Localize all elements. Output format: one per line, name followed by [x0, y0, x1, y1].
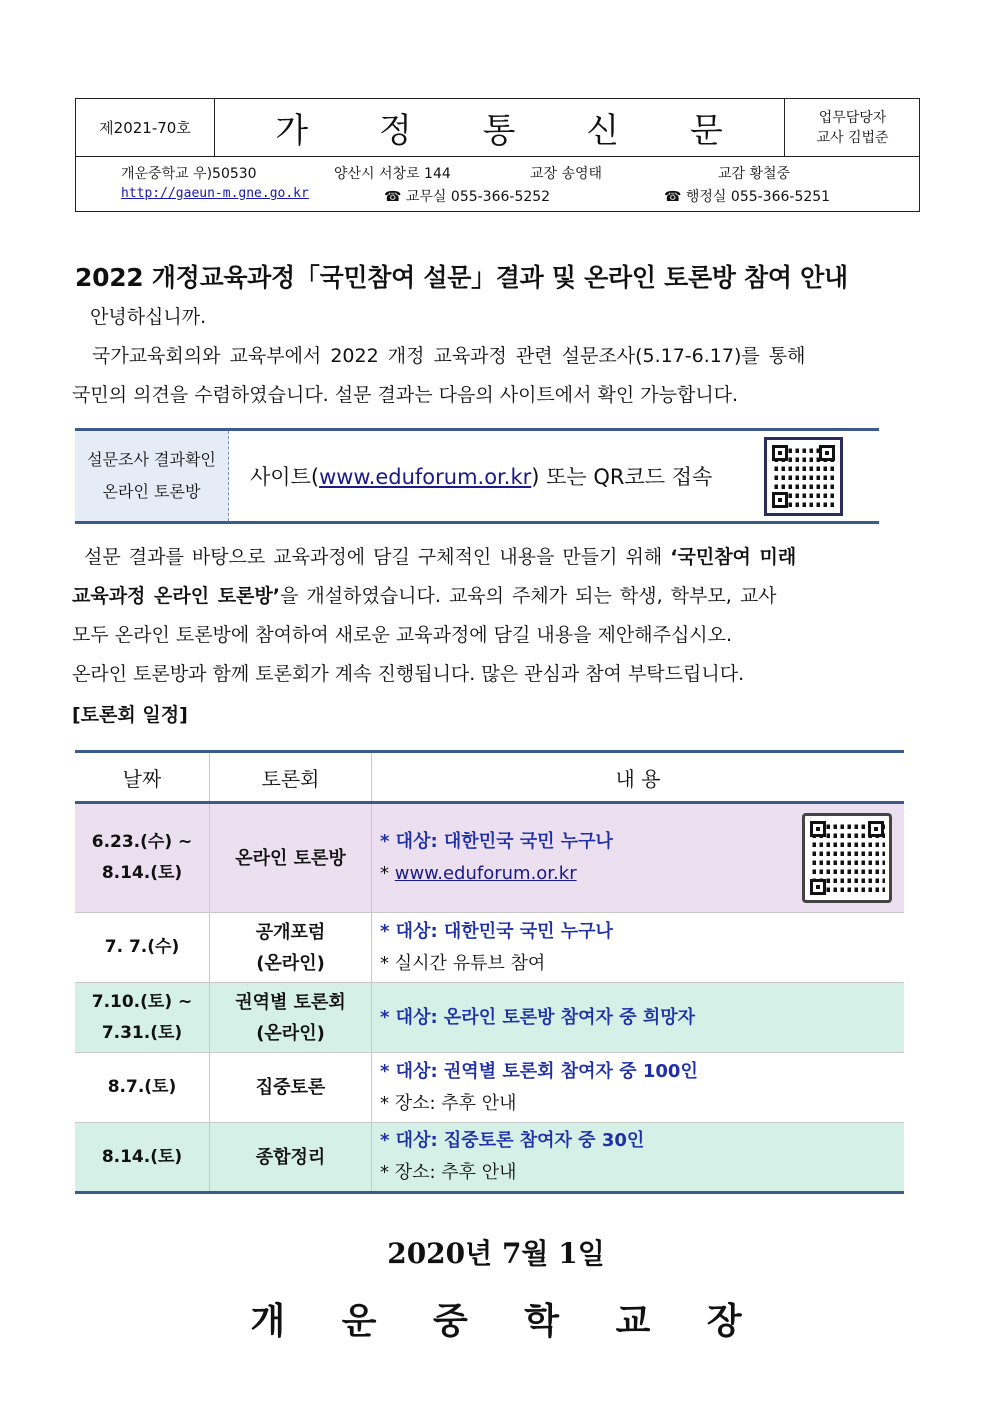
body-line2-bold: 교육과정 온라인 토론방’ — [72, 585, 280, 607]
newsletter-header — [75, 98, 920, 212]
row-content — [372, 1053, 905, 1123]
greeting: 안녕하십니까. — [90, 306, 207, 328]
body-line-3: 모두 온라인 토론방에 참여하여 새로운 교육과정에 담길 내용을 제안해주십시오. — [72, 624, 733, 646]
table-row — [75, 983, 904, 1053]
table-row — [75, 1123, 904, 1193]
row-target: * 대상: 대한민국 국민 누구나 — [380, 831, 613, 852]
table-header-row — [75, 752, 904, 803]
eduforum-table-link[interactable]: www.eduforum.or.kr — [394, 863, 577, 884]
survey-label-line1: 설문조사 결과확인 — [87, 450, 216, 469]
survey-result-box — [75, 428, 879, 524]
row-date: 7. 7.(수) — [75, 913, 210, 983]
row-date: 7.10.(토) ~ 7.31.(토) — [75, 983, 210, 1053]
row-date: 6.23.(수) ~ 8.14.(토) — [75, 803, 210, 913]
survey-text-suffix: ) 또는 QR코드 접속 — [531, 465, 713, 489]
schedule-title: [토론회 일정] — [72, 704, 188, 726]
newsletter-title: 가 정 통 신 문 — [275, 111, 753, 151]
row-forum-name: 권역별 토론회 (온라인) — [210, 983, 372, 1053]
issue-date: 2020년 7월 1일 — [387, 1237, 605, 1270]
row-detail: * 장소: 추후 안내 — [380, 1162, 517, 1183]
intro-line-2: 국민의 의견을 수렴하였습니다. 설문 결과는 다음의 사이트에서 확인 가능합니다. — [72, 384, 739, 406]
issue-number: 제2021-70호 — [76, 99, 215, 156]
eduforum-link[interactable]: www.eduforum.or.kr — [319, 465, 532, 489]
header-forum: 토론회 — [210, 752, 372, 803]
row-detail: * 장소: 추후 안내 — [380, 1092, 517, 1114]
qr-code-icon[interactable] — [802, 813, 892, 903]
body-line1-text: 설문 결과를 바탕으로 교육과정에 담길 구체적인 내용을 만들기 위해 — [84, 546, 671, 568]
office-phone: ☎ 교무실 055-366-5252 — [384, 189, 551, 205]
person-role: 업무담당자 — [818, 109, 887, 126]
body-line2-text: 을 개설하였습니다. 교육의 주체가 되는 학생, 학부모, 교사 — [280, 585, 777, 607]
row-date: 8.14.(토) — [75, 1123, 210, 1193]
row-forum-name: 집중토론 — [210, 1053, 372, 1123]
person-name: 교사 김법준 — [816, 129, 889, 146]
notice-headline: 2022 개정교육과정「국민참여 설문」결과 및 온라인 토론방 참여 안내 — [75, 263, 848, 292]
row-target: * 대상: 권역별 토론회 참여자 중 100인 — [380, 1060, 698, 1082]
header-date: 날짜 — [75, 752, 210, 803]
row-forum-name: 공개포럼 (온라인) — [210, 913, 372, 983]
qr-code-icon[interactable] — [764, 437, 843, 516]
body-line1-bold: ‘국민참여 미래 — [670, 546, 797, 568]
school-address: 양산시 서창로 144 — [334, 166, 451, 182]
row-detail: * 실시간 유튜브 참여 — [380, 952, 546, 974]
body-line-2 — [72, 577, 922, 616]
survey-access-text — [250, 461, 712, 491]
vice-principal: 교감 황철중 — [718, 166, 791, 182]
row-forum-name: 종합정리 — [210, 1123, 372, 1193]
principal: 교장 송영태 — [530, 166, 603, 182]
school-website-link[interactable]: http://gaeun-m.gne.go.kr — [121, 186, 309, 201]
row-content — [372, 1123, 905, 1193]
row-content — [372, 913, 905, 983]
table-row — [75, 913, 904, 983]
row-content — [372, 983, 905, 1053]
row-forum-name: 온라인 토론방 — [210, 803, 372, 913]
admin-phone: ☎ 행정실 055-366-5251 — [664, 189, 831, 205]
header-top-row — [76, 99, 919, 157]
intro-line-1: 국가교육회의와 교육부에서 2022 개정 교육과정 관련 설문조사(5.17-6.17)를 통해 — [92, 345, 806, 367]
row-content — [372, 803, 905, 913]
body-line-1 — [84, 538, 922, 577]
row-target: * 대상: 집중토론 참여자 중 30인 — [380, 1130, 645, 1151]
survey-text-prefix: 사이트( — [250, 465, 320, 489]
principal-signature: 개 운 중 학 교 장 — [250, 1300, 764, 1342]
row-link-line: * www.eduforum.or.kr — [380, 863, 577, 884]
header-content: 내 용 — [372, 752, 905, 803]
row-target: * 대상: 온라인 토론방 참여자 중 희망자 — [380, 1006, 696, 1028]
table-row — [75, 1053, 904, 1123]
row-target: * 대상: 대한민국 국민 누구나 — [380, 920, 613, 942]
survey-box-label — [75, 431, 229, 521]
table-row — [75, 803, 904, 913]
row-date: 8.7.(토) — [75, 1053, 210, 1123]
body-line-4: 온라인 토론방과 함께 토론회가 계속 진행됩니다. 많은 관심과 참여 부탁드립니다. — [72, 663, 745, 685]
header-info-row — [76, 157, 919, 211]
person-in-charge — [784, 99, 920, 156]
survey-label-line2: 온라인 토론방 — [102, 482, 201, 501]
schedule-table — [75, 750, 904, 1194]
school-postcode: 개운중학교 우)50530 — [121, 166, 257, 182]
